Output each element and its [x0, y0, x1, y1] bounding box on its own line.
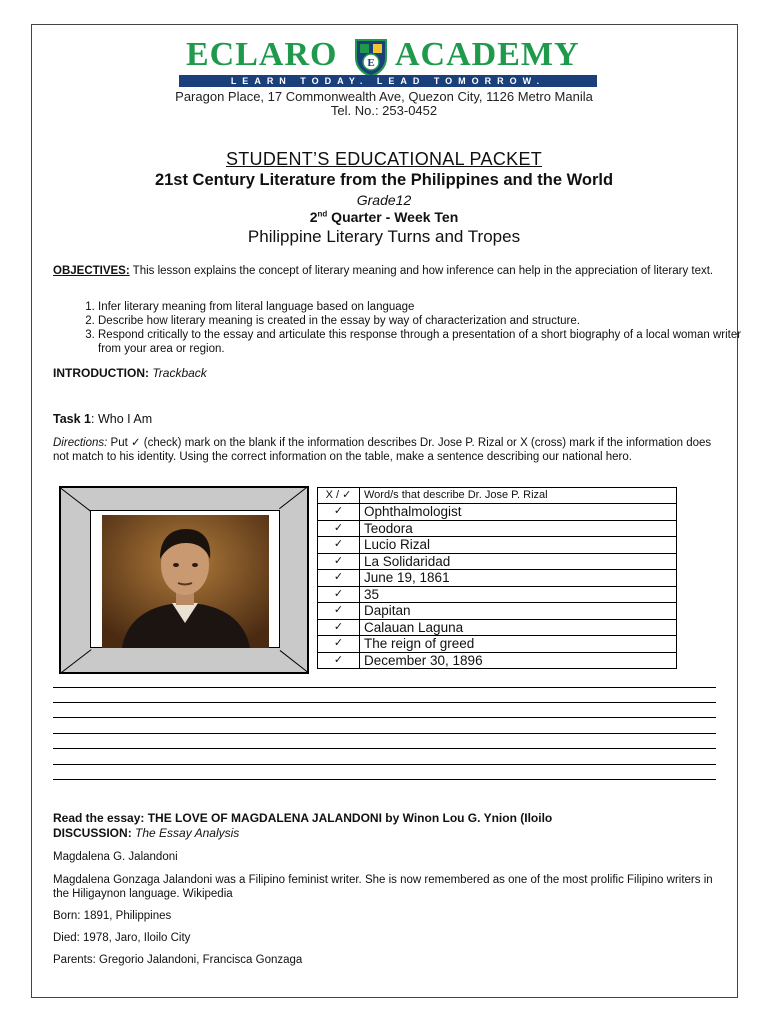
descriptor-cell: Ophthalmologist [360, 504, 677, 521]
quarter-rest: Quarter - Week Ten [327, 209, 459, 225]
grade-level: Grade12 [356, 192, 412, 208]
objective-item: 3. Respond critically to the essay and articulate this response through a presentation of a short biography of a local woman writer from your area or region. [98, 328, 765, 356]
descriptor-cell: Dapitan [360, 603, 677, 620]
read-essay-line: Read the essay: THE LOVE OF MAGDALENA JALANDONI by Winon Lou G. Ynion (Iloilo [53, 811, 553, 825]
task-heading [53, 412, 720, 426]
check-mark-cell[interactable]: ✓ [318, 603, 360, 620]
table-row [318, 537, 677, 554]
objectives-label: OBJECTIVES: [53, 265, 130, 277]
table-row [318, 553, 677, 570]
table-row [318, 652, 677, 669]
descriptor-cell: Calauan Laguna [360, 619, 677, 636]
table-row [318, 586, 677, 603]
descriptor-cell: December 30, 1896 [360, 652, 677, 669]
writer-died: Died: 1978, Jaro, Iloilo City [53, 932, 191, 944]
descriptor-cell: La Solidaridad [360, 553, 677, 570]
check-mark-cell[interactable]: ✓ [318, 537, 360, 554]
table-row [318, 603, 677, 620]
school-address: Paragon Place, 17 Commonwealth Ave, Quezon City, 1126 Metro Manila [175, 89, 593, 104]
rizal-portrait [102, 515, 269, 648]
check-mark-cell[interactable]: ✓ [318, 652, 360, 669]
task-label: Task 1 [53, 412, 91, 426]
academy-emblem-icon [350, 36, 392, 78]
table-row [318, 504, 677, 521]
packet-title: STUDENT’S EDUCATIONAL PACKET [225, 149, 543, 169]
check-mark-cell[interactable]: ✓ [318, 520, 360, 537]
writer-parents: Parents: Gregorio Jalandoni, Francisca Gonzaga [53, 954, 303, 966]
check-mark-cell[interactable]: ✓ [318, 504, 360, 521]
answer-line[interactable] [53, 733, 716, 734]
writer-name: Magdalena G. Jalandoni [53, 851, 178, 863]
writer-bio: Magdalena Gonzaga Jalandoni was a Filipino feminist writer. She is now remembered as one of the most prolific Filipino writers in the Hiligaynon language. Wikipedia [53, 874, 713, 900]
answer-line[interactable] [53, 748, 716, 749]
descriptor-cell: Lucio Rizal [360, 537, 677, 554]
directions-text: Put ✓ (check) mark on the blank if the information describes Dr. Jose P. Rizal or X (cross) mark if the information does not match to his identity. Using the correct information on the table, make a sentence describing our national hero. [53, 437, 712, 463]
introduction-value: Trackback [152, 366, 207, 380]
discussion-value: The Essay Analysis [135, 826, 240, 840]
objective-item: 2. Describe how literary meaning is created in the essay by way of characterization and structure. [98, 314, 765, 328]
lesson-topic: Philippine Literary Turns and Tropes [247, 227, 521, 246]
check-mark-cell[interactable]: ✓ [318, 570, 360, 587]
answer-line[interactable] [53, 687, 716, 688]
descriptor-cell: Teodora [360, 520, 677, 537]
objectives-text: This lesson explains the concept of literary meaning and how inference can help in the appreciation of literary text. [129, 265, 714, 277]
check-mark-cell[interactable]: ✓ [318, 553, 360, 570]
introduction-line [53, 366, 720, 380]
table-row [318, 619, 677, 636]
answer-line[interactable] [53, 779, 716, 780]
check-mark-cell[interactable]: ✓ [318, 636, 360, 653]
discussion-line: DISCUSSION: The Essay Analysis [53, 826, 240, 840]
check-mark-cell[interactable]: ✓ [318, 586, 360, 603]
emblem-letter: E [367, 57, 375, 69]
quarter-suffix: nd [317, 209, 328, 219]
rizal-checklist-table [317, 487, 677, 669]
quarter-week [0, 209, 768, 225]
tagline-banner: LEARN TODAY. LEAD TOMORROW. [179, 75, 597, 87]
logo-text-right: ACADEMY [395, 36, 580, 73]
answer-line[interactable] [53, 702, 716, 703]
subject-title: 21st Century Literature from the Philippines and the World [154, 171, 614, 189]
descriptor-cell: 35 [360, 586, 677, 603]
task-directions [53, 436, 720, 464]
descriptor-cell: June 19, 1861 [360, 570, 677, 587]
answer-line[interactable] [53, 717, 716, 718]
objective-item: 1. Infer literary meaning from literal language based on language [98, 300, 765, 314]
check-mark-cell[interactable]: ✓ [318, 619, 360, 636]
objectives-paragraph [53, 264, 720, 278]
table-row [318, 636, 677, 653]
descriptor-cell: The reign of greed [360, 636, 677, 653]
objectives-list [53, 300, 765, 356]
quarter-number: 2 [309, 209, 318, 225]
table-row [318, 520, 677, 537]
column-header-mark: X / ✓ [318, 488, 360, 504]
answer-line[interactable] [53, 764, 716, 765]
task-title: : Who I Am [91, 412, 153, 426]
directions-label: Directions: [53, 437, 108, 449]
writer-born: Born: 1891, Philippines [53, 910, 172, 922]
table-header-row [318, 488, 677, 504]
column-header-words: Word/s that describe Dr. Jose P. Rizal [360, 488, 677, 504]
logo-text-left: ECLARO [186, 36, 338, 73]
discussion-label: DISCUSSION [53, 826, 128, 840]
school-telephone: Tel. No.: 253-0452 [330, 103, 438, 118]
table-row [318, 570, 677, 587]
introduction-label: INTRODUCTION: [53, 366, 149, 380]
